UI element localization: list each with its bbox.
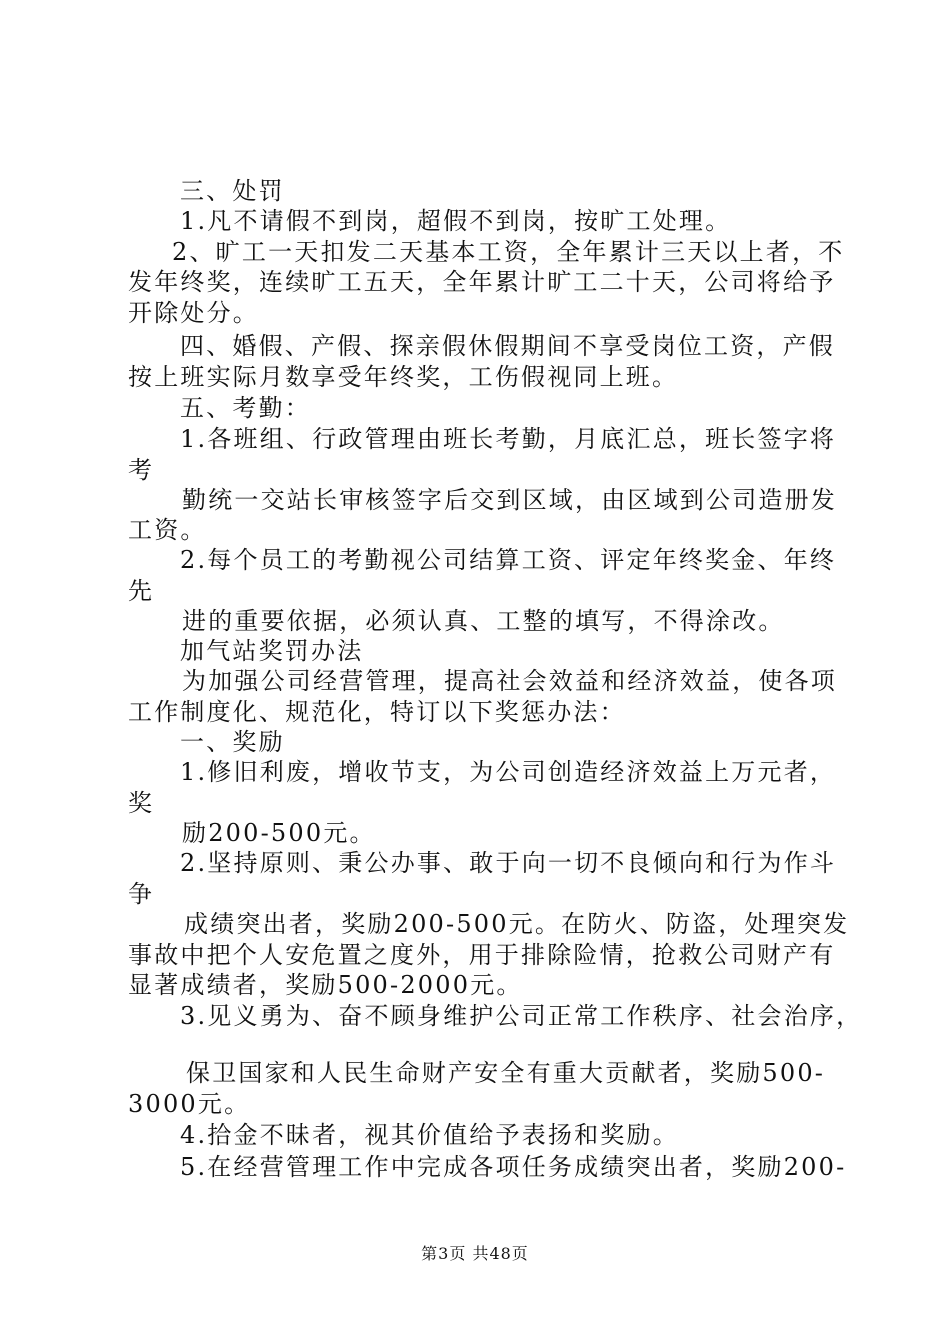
paragraph-line: 成绩突出者，奖励200-500元。在防火、防盗，处理突发 bbox=[184, 910, 850, 938]
paragraph-line: 3000元。 bbox=[128, 1090, 251, 1118]
paragraph-line: 2.每个员工的考勤视公司结算工资、评定年终奖金、年终 bbox=[180, 546, 837, 574]
page-footer: 第3页 共48页 bbox=[421, 1244, 529, 1263]
paragraph-line: 事故中把个人安危置之度外，用于排除险情，抢救公司财产有 bbox=[128, 941, 836, 969]
paragraph-line: 保卫国家和人民生命财产安全有重大贡献者，奖励500- bbox=[186, 1059, 826, 1087]
paragraph-line: 4.拾金不昧者，视其价值给予表扬和奖励。 bbox=[180, 1121, 679, 1149]
paragraph-line: 勤统一交站长审核签字后交到区域，由区域到公司造册发 bbox=[182, 486, 837, 514]
paragraph-line: 发年终奖，连续旷工五天，全年累计旷工二十天，公司将给予 bbox=[128, 268, 836, 296]
paragraph-line: 按上班实际月数享受年终奖，工伤假视同上班。 bbox=[128, 363, 679, 391]
paragraph-line: 3.见义勇为、奋不顾身维护公司正常工作秩序、社会治序， bbox=[180, 1002, 863, 1030]
paragraph-line: 5.在经营管理工作中完成各项任务成绩突出者，奖励200- bbox=[180, 1153, 847, 1181]
paragraph-line: 2、旷工一天扣发二天基本工资，全年累计三天以上者，不 bbox=[172, 238, 845, 266]
paragraph-line: 工资。 bbox=[128, 516, 207, 544]
paragraph-line: 争 bbox=[128, 880, 155, 908]
paragraph-line: 2.坚持原则、秉公办事、敢于向一切不良倾向和行为作斗 bbox=[180, 849, 837, 877]
paragraph-line: 考 bbox=[128, 456, 155, 484]
paragraph-line: 进的重要依据，必须认真、工整的填写，不得涂改。 bbox=[182, 607, 785, 635]
paragraph-line: 开除处分。 bbox=[128, 299, 259, 327]
section-heading-penalty: 三、处罚 bbox=[180, 177, 285, 205]
paragraph-line: 1.凡不请假不到岗，超假不到岗，按旷工处理。 bbox=[180, 207, 732, 235]
paragraph-line: 1.各班组、行政管理由班长考勤，月底汇总，班长签字将 bbox=[180, 425, 837, 453]
section-heading-leave: 四、婚假、产假、探亲假休假期间不享受岗位工资，产假 bbox=[180, 332, 835, 360]
paragraph-line: 为加强公司经营管理，提高社会效益和经济效益，使各项 bbox=[182, 667, 837, 695]
paragraph-line: 励200-500元。 bbox=[182, 819, 376, 847]
paragraph-line: 奖 bbox=[128, 789, 155, 817]
section-heading-reward: 一、奖励 bbox=[180, 728, 285, 756]
paragraph-line: 显著成绩者，奖励500-2000元。 bbox=[128, 971, 523, 999]
section-heading-attendance: 五、考勤： bbox=[180, 394, 311, 422]
document-title: 加气站奖罚办法 bbox=[180, 637, 364, 665]
paragraph-line: 先 bbox=[128, 577, 155, 605]
paragraph-line: 工作制度化、规范化，特订以下奖惩办法： bbox=[128, 698, 626, 726]
paragraph-line: 1.修旧利废，增收节支，为公司创造经济效益上万元者， bbox=[180, 758, 837, 786]
